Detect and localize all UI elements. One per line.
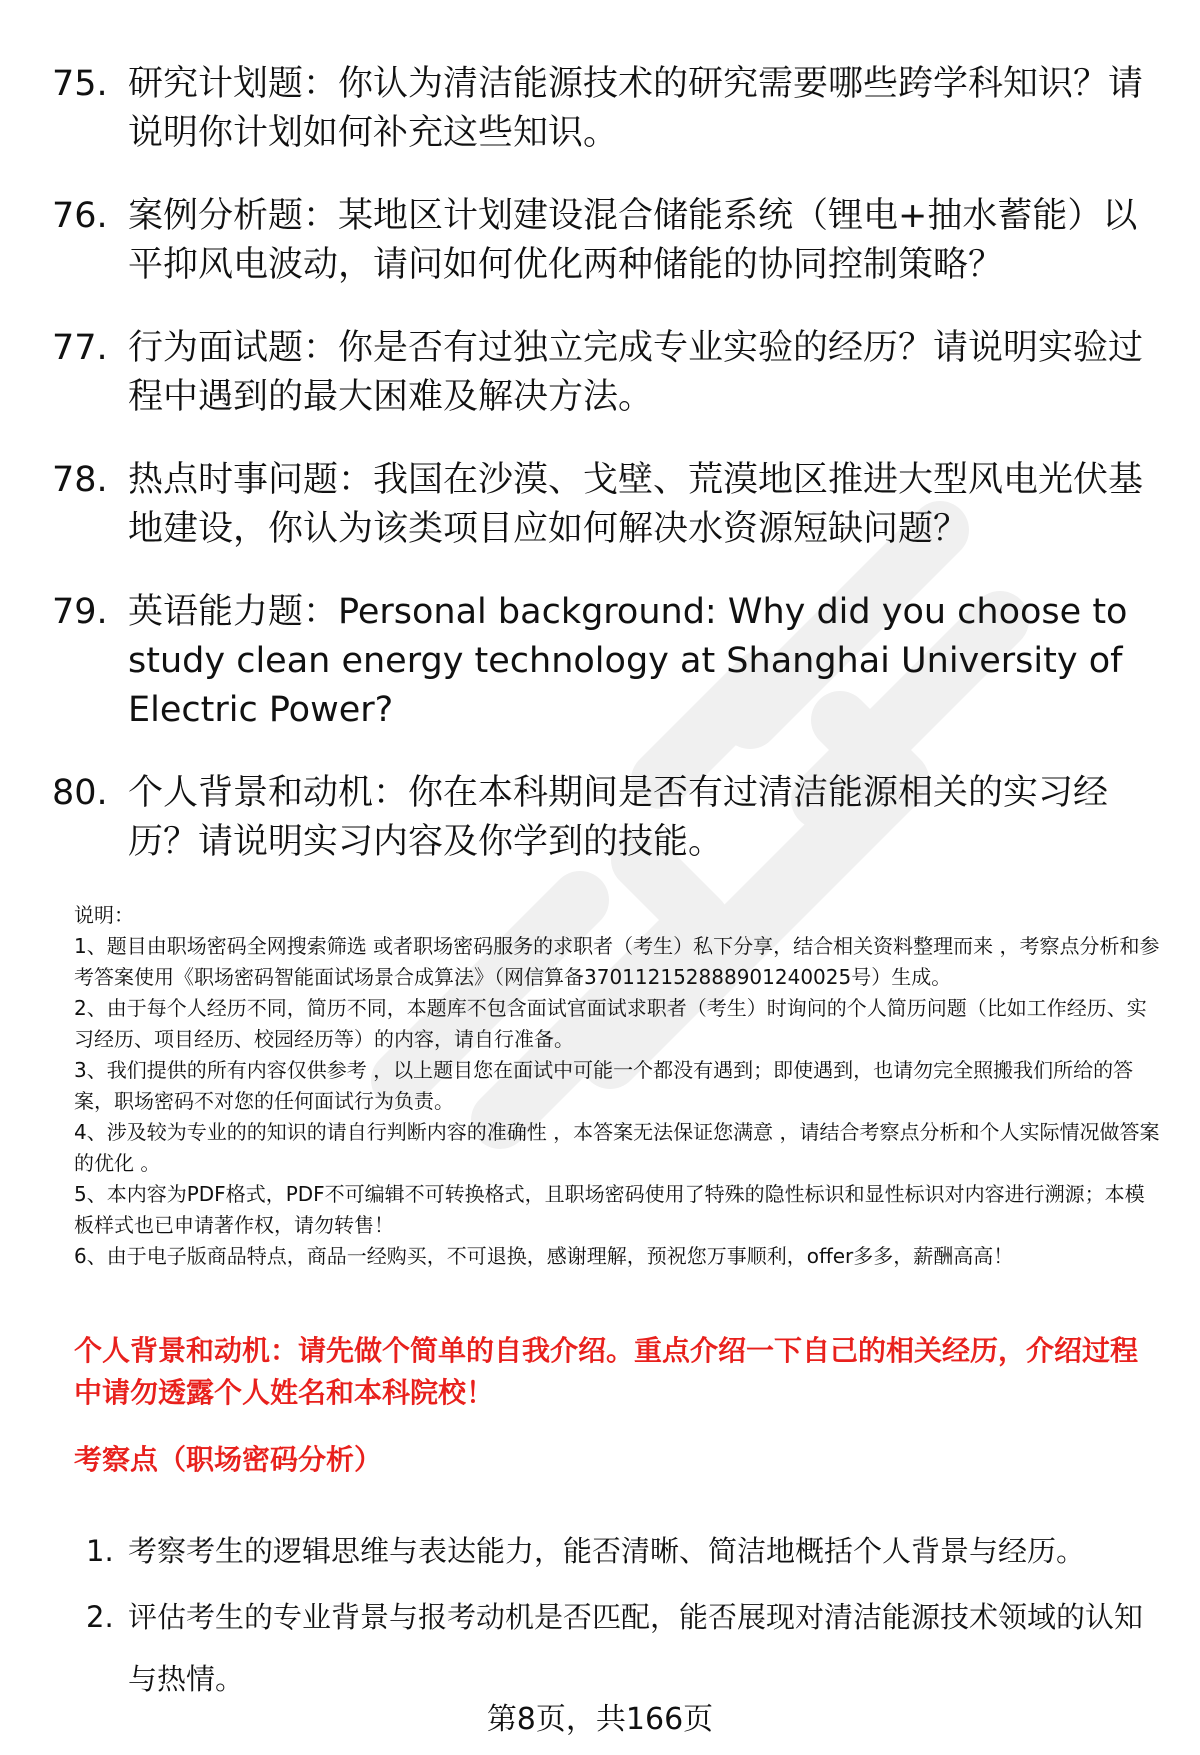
analysis-point — [86, 1520, 1166, 1582]
question-77 — [52, 324, 1152, 422]
question-number: 77. — [52, 328, 108, 368]
question-78 — [52, 456, 1152, 554]
question-number: 76. — [52, 196, 108, 236]
note-item: 4、涉及较为专业的的知识的请自行判断内容的准确性 ，本答案无法保证您满意 ，请结合考察点分析和个人实际情况做答案的优化 。 — [74, 1120, 1160, 1175]
disclaimer-notes — [74, 900, 1164, 1272]
analysis-list — [86, 1520, 1166, 1714]
note-item: 3、我们提供的所有内容仅供参考 ，以上题目您在面试中可能一个都没有遇到；即使遇到，也请勿完全照搬我们所给的答案，职场密码不对您的任何面试行为负责。 — [74, 1058, 1134, 1113]
analysis-number: 1. — [86, 1534, 114, 1568]
question-text: 行为面试题：你是否有过独立完成专业实验的经历？请说明实验过程中遇到的最大困难及解决方法。 — [128, 328, 1144, 417]
question-number: 78. — [52, 460, 108, 500]
question-79 — [52, 588, 1152, 735]
question-text: 案例分析题：某地区计划建设混合储能系统（锂电+抽水蓄能）以平抑风电波动，请问如何优化两种储能的协同控制策略？ — [128, 196, 1138, 285]
analysis-point — [86, 1586, 1166, 1710]
question-76 — [52, 192, 1152, 290]
analysis-text: 考察考生的逻辑思维与表达能力，能否清晰、简洁地概括个人背景与经历。 — [128, 1534, 1086, 1568]
note-item: 1、题目由职场密码全网搜索筛选 或者职场密码服务的求职者（考生）私下分享，结合相关资料整理而来 ，考察点分析和参考答案使用《职场密码智能面试场景合成算法》（网信算备370112152888901240025号）生成。 — [74, 934, 1160, 989]
page-footer: 第8页，共166页 — [486, 1702, 714, 1737]
analysis-number: 2. — [86, 1600, 114, 1634]
analysis-text: 评估考生的专业背景与报考动机是否匹配，能否展现对清洁能源技术领域的认知与热情。 — [128, 1600, 1144, 1696]
question-list — [52, 60, 1152, 901]
question-text: 研究计划题：你认为清洁能源技术的研究需要哪些跨学科知识？请说明你计划如何补充这些知识。 — [128, 64, 1144, 153]
question-75 — [52, 60, 1152, 158]
analysis-heading: 考察点（职场密码分析） — [74, 1443, 383, 1476]
note-item: 5、本内容为PDF格式，PDF不可编辑不可转换格式，且职场密码使用了特殊的隐性标识和显性标识对内容进行溯源；本模板样式也已申请著作权，请勿转售！ — [74, 1182, 1145, 1237]
question-80 — [52, 769, 1152, 867]
question-number: 75. — [52, 64, 108, 104]
question-text: 热点时事问题：我国在沙漠、戈壁、荒漠地区推进大型风电光伏基地建设，你认为该类项目应如何解决水资源短缺问题？ — [128, 460, 1144, 549]
note-item: 2、由于每个人经历不同，简历不同，本题库不包含面试官面试求职者（考生）时询问的个人简历问题（比如工作经历、实习经历、项目经历、校园经历等）的内容，请自行准备。 — [74, 996, 1147, 1051]
question-text: 英语能力题：Personal background: Why did you choose to study clean energy technology at Shanghai University of Electric Power? — [128, 592, 1128, 730]
highlight-question: 个人背景和动机：请先做个简单的自我介绍。重点介绍一下自己的相关经历，介绍过程中请勿透露个人姓名和本科院校！ — [74, 1334, 1139, 1409]
notes-title: 说明： — [74, 903, 134, 927]
question-number: 80. — [52, 773, 108, 813]
question-text: 个人背景和动机：你在本科期间是否有过清洁能源相关的实习经历？请说明实习内容及你学到的技能。 — [128, 773, 1109, 862]
note-item: 6、由于电子版商品特点，商品一经购买，不可退换，感谢理解，预祝您万事顺利，offer多多，薪酬高高！ — [74, 1244, 1014, 1268]
question-number: 79. — [52, 592, 108, 632]
